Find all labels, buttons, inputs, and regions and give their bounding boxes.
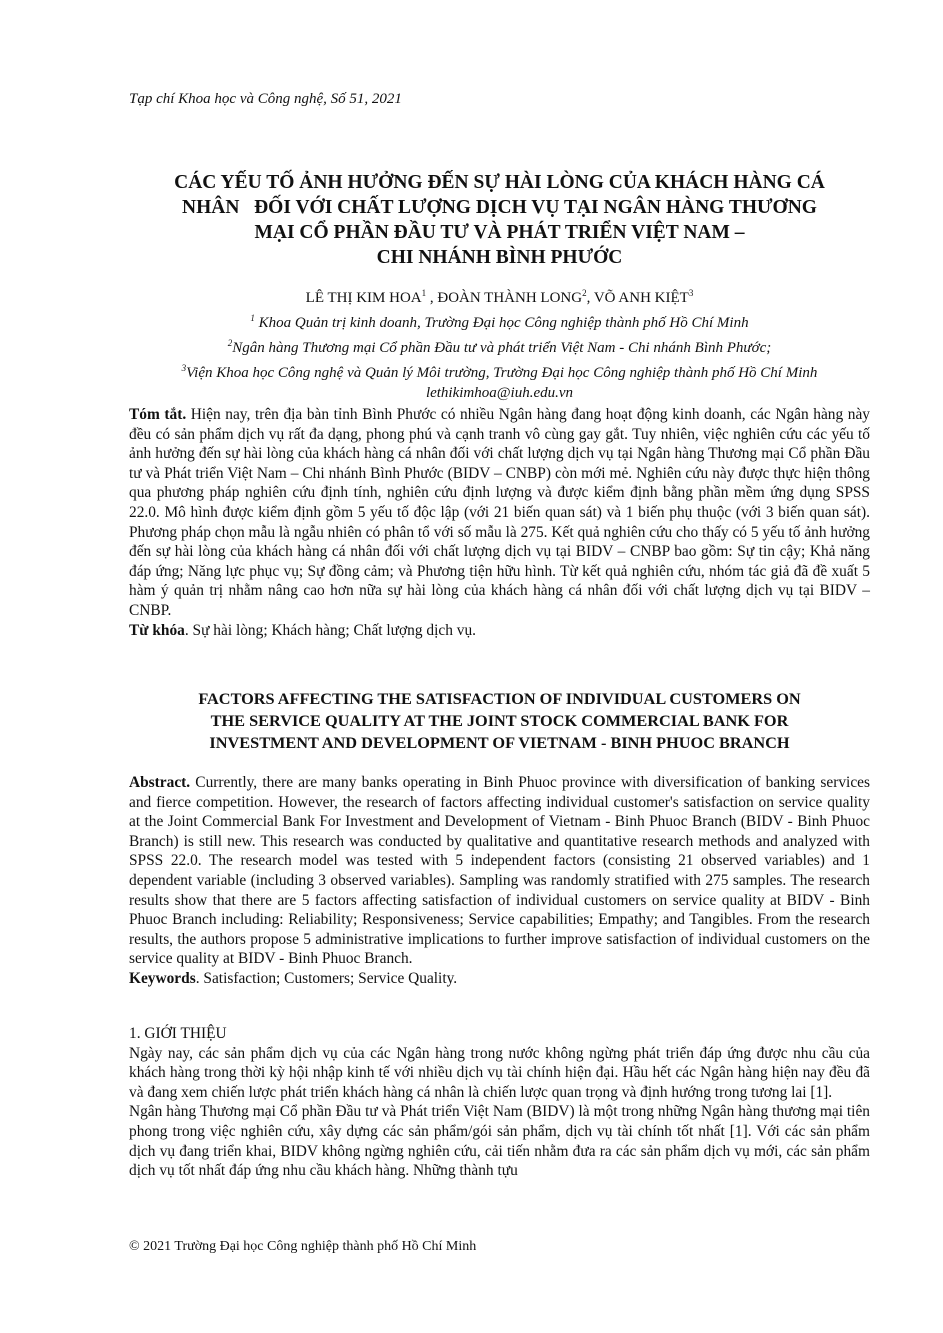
affiliation: $^1$ Khoa Quản trị kinh doanh, Trường Đại học Công nghiệp thành phố Hồ Chí Minh	[250, 313, 749, 331]
abstract-paragraph: Abstract. Currently, there are many banks operating in Binh Phuoc province with diversification of banking services and fierce competition. However, the research of factors affecting individual customer's satisfaction on service quality at the Joint Commercial Bank For Investment and Development of Vietnam - Binh Phuoc Branch (BIDV - Binh Phuoc Branch) is still new. This research was conducted by qualitative and quantitative research methods and analyzed with SPSS 22.0. The research model was tested with 5 independent factors (consisting 21 observed variables) and 1 dependent variable (including 3 observed variables). Sampling was randomly stratified with 275 samples. The research results show that there are 5 factors affecting satisfaction of individual customers on service quality at BIDV - Binh Phuoc Branch including: Reliability; Responsiveness; Service capabilities; Empathy; and Tangibles. From the research results, the authors propose 5 administrative implications to further improve satisfaction of individual customers on the service quality at BIDV - Binh Phuoc Branch.	[129, 774, 870, 968]
author-name: ĐOÀN THÀNH LONG	[437, 290, 583, 306]
copyright-footer: © 2021 Trường Đại học Công nghiệp thành phố Hồ Chí Minh	[129, 1239, 477, 1254]
author-name: VÕ ANH KIỆT	[593, 290, 689, 306]
abstract-paragraph: Tóm tắt. Hiện nay, trên địa bàn tỉnh Bình Phước có nhiều Ngân hàng đang hoạt động kinh doanh, các Ngân hàng này đều có sản phẩm dịch vụ rất đa dạng, phong phú và cạnh tranh vô cùng gay gắt. Tuy nhiên, việc nghiên cứu các yếu tố ảnh hưởng đến sự hài lòng của khách hàng cá nhân đối với chất lượng dịch vụ tại Ngân hàng Thương mại Cổ phần Đầu tư và Phát triển Việt Nam – Chi nhánh Bình Phước (BIDV – CNBP) còn mới mẻ. Nghiên cứu này được thực hiện thông qua phương pháp nghiên cứu định tính, nghiên cứu định lượng và được kiểm định bằng phần mềm ứng dụng SPSS 22.0. Mô hình được kiểm định gồm 5 yếu tố độc lập (với 21 biến quan sát) và 1 biến phụ thuộc (với 3 biến quan sát). Phương pháp chọn mẫu là ngẫu nhiên có phân tổ với số mẫu là 275. Kết quả nghiên cứu cho thấy có 5 yếu tố ảnh hưởng đến sự hài lòng của khách hàng cá nhân đối với chất lượng dịch vụ tại BIDV – CNBP bao gồm: Sự tin cậy; Khả năng đáp ứng; Năng lực phục vụ; Sự đồng cảm; và Phương tiện hữu hình. Từ kết quả nghiên cứu, nhóm tác giả đã đề xuất 5 hàm ý quản trị nhằm nâng cao hơn nữa sự hài lòng của khách hàng cá nhân đối với chất lượng dịch vụ tại BIDV – CNBP.	[129, 406, 870, 619]
keywords-english: Keywords. Satisfaction; Customers; Service Quality.	[129, 969, 458, 987]
section-heading: 1. GIỚI THIỆU	[129, 1025, 227, 1042]
title-english	[129, 688, 870, 754]
title-line: FACTORS AFFECTING THE SATISFACTION OF INDIVIDUAL CUSTOMERS ON	[198, 689, 801, 708]
affiliation: $^2$Ngân hàng Thương mại Cổ phần Đầu tư và phát triển Việt Nam - Chi nhánh Bình Phước;	[227, 338, 772, 356]
body-paragraph: Ngân hàng Thương mại Cổ phần Đầu tư và Phát triển Việt Nam (BIDV) là một trong những Ngân hàng thương mại tiên phong trong việc nghiên cứu, xây dựng các sản phẩm/gói sản phẩm, dịch vụ tài chính tốt nhất [1]. Với các sản phẩm dịch vụ đang triển khai, BIDV không ngừng nghiên cứu, cải tiến nhằm đưa ra các sản phẩm dịch vụ mới, các sản phẩm dịch vụ tốt nhất đáp ứng nhu cầu khách hàng. Những thành tựu	[129, 1103, 870, 1180]
title-line: CÁC YẾU TỐ ẢNH HƯỞNG ĐẾN SỰ HÀI LÒNG CỦA KHÁCH HÀNG CÁ	[174, 172, 825, 193]
title-line: THE SERVICE QUALITY AT THE JOINT STOCK COMMERCIAL BANK FOR	[210, 711, 789, 730]
title-vietnamese	[129, 170, 870, 270]
author-name: LÊ THỊ KIM HOA	[305, 290, 422, 306]
authors-block	[129, 283, 870, 403]
section-introduction	[129, 1024, 870, 1181]
body-paragraph: Ngày nay, các sản phẩm dịch vụ của các Ngân hàng trong nước không ngừng phát triển đáp ứng được nhu cầu của khách hàng trong thời kỳ hội nhập kinh tế với nhiều dịch vụ tài chính hiện đại. Hầu hết các Ngân hàng hiện nay đều đã và đang xem chiến lược phát triển khách hàng cá nhân là chiến lược quan trọng và định hướng trong tương lai [1].	[129, 1044, 870, 1101]
abstract-vietnamese	[129, 405, 870, 640]
author-list: LÊ THỊ KIM HOA$^1$ , ĐOÀN THÀNH LONG$^2$, VÕ ANH KIỆT$^3$	[305, 288, 694, 306]
title-line: NHÂN ĐỐI VỚI CHẤT LƯỢNG DỊCH VỤ TẠI NGÂN HÀNG THƯƠNG	[182, 197, 817, 218]
title-line: CHI NHÁNH BÌNH PHƯỚC	[376, 247, 623, 268]
title-line: MẠI CỔ PHẦN ĐẦU TƯ VÀ PHÁT TRIỂN VIỆT NAM –	[254, 222, 745, 243]
title-line: INVESTMENT AND DEVELOPMENT OF VIETNAM - BINH PHUOC BRANCH	[209, 733, 790, 752]
affiliation: $^3$Viện Khoa học Công nghệ và Quản lý Môi trường, Trường Đại học Công nghiệp thành phố Hồ Chí Minh	[181, 363, 818, 381]
journal-header: Tạp chí Khoa học và Công nghệ, Số 51, 2021	[129, 91, 402, 107]
abstract-english	[129, 773, 870, 989]
keywords-vietnamese: Từ khóa. Sự hài lòng; Khách hàng; Chất lượng dịch vụ.	[129, 621, 476, 639]
author-email[interactable]: lethikimhoa@iuh.edu.vn	[425, 385, 574, 401]
